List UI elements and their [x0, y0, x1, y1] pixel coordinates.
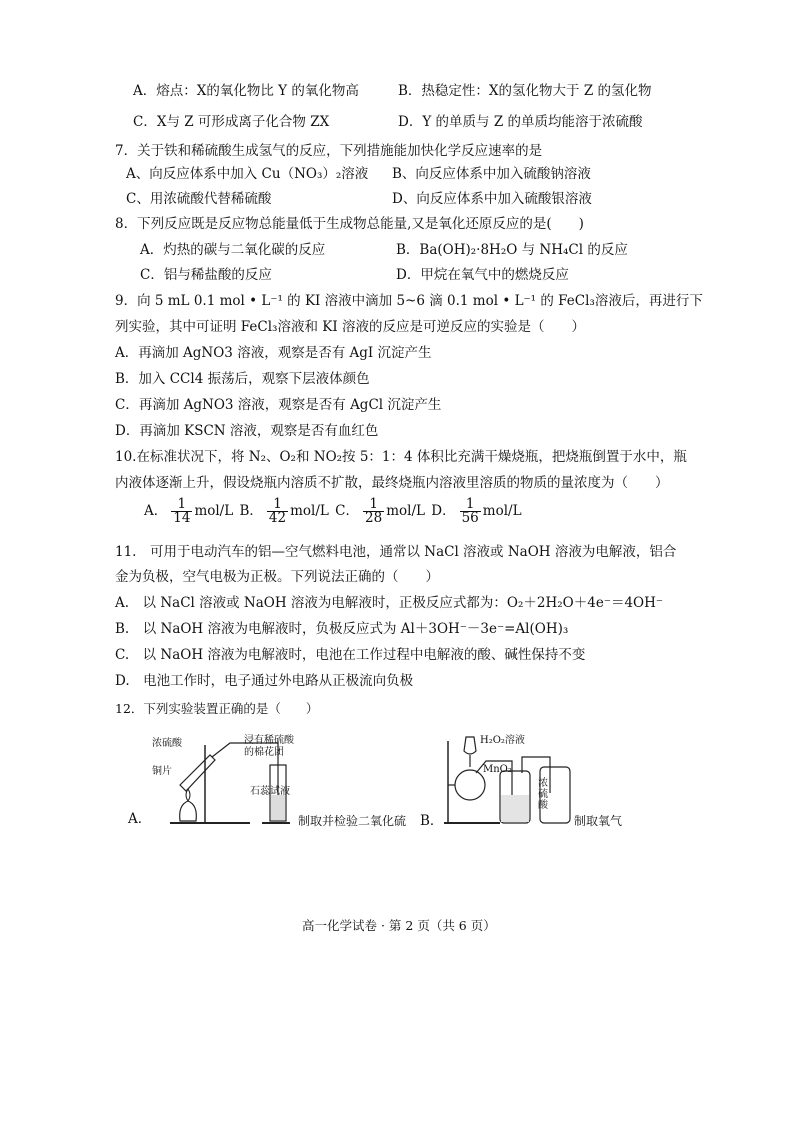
- fraction: $\frac{1}{14}$: [173, 496, 191, 526]
- q6-option-b: B．热稳定性：X的氢化物大于 Z 的氢化物: [398, 83, 652, 99]
- q8-option-b: B．Ba(OH)₂·8H₂O 与 NH₄Cl 的反应: [396, 242, 628, 258]
- tag-cotton-line1: 浸有稀硫酸: [244, 735, 294, 746]
- q11-stem-line1: 11. 可用于电动汽车的铝—空气燃料电池，通常以 NaCl 溶液或 NaOH 溶液为电解液，铝合: [115, 544, 677, 560]
- q7-stem: 7．关于铁和稀硫酸生成氢气的反应，下列措施能加快化学反应速率的是: [115, 143, 543, 159]
- litmus-solution: [271, 795, 285, 820]
- q9-option-b: B．加入 CCl4 振荡后，观察下层液体颜色: [115, 371, 370, 387]
- q9-stem-line1: 9．向 5 mL 0.1 mol • L⁻¹ 的 KI 溶液中滴加 5~6 滴 0.1 mol • L⁻¹ 的 FeCl₃溶液后，再进行下: [115, 293, 703, 309]
- q12-option-a-label: A．: [128, 811, 152, 827]
- q12-option-b-label: B．: [420, 813, 444, 829]
- q9-option-c: C．再滴加 AgNO3 溶液，观察是否有 AgCl 沉淀产生: [115, 397, 442, 413]
- q10-option-b: B． $\frac{1}{42}$ mol/L: [239, 496, 329, 526]
- tag-cotton-line2: 的棉花团: [244, 747, 284, 758]
- q10-option-c: C． $\frac{1}{28}$ mol/L: [335, 496, 425, 526]
- q6-option-a: A．熔点：X的氧化物比 Y 的氧化物高: [133, 83, 359, 99]
- tag-conc-line1: 浓: [538, 778, 548, 789]
- q10-stem-line1: 10.在标准状况下，将 N₂、O₂和 NO₂按 5：1：4 体积比充满干燥烧瓶，把烧瓶倒置于水中，瓶: [115, 449, 687, 465]
- q8-option-d: D．甲烷在氧气中的燃烧反应: [396, 267, 569, 283]
- q10-option-a: A． $\frac{1}{14}$ mol/L: [144, 496, 234, 526]
- q8-option-a: A．灼热的碳与二氧化碳的反应: [140, 242, 326, 258]
- q10-stem-line2: 内液体逐渐上升，假设烧瓶内溶质不扩散，最终烧瓶内溶液里溶质的物质的量浓度为（ ）: [115, 475, 669, 491]
- q11-option-c: C. 以 NaOH 溶液为电解液时，电池在工作过程中电解液的酸、碱性保持不变: [115, 647, 586, 663]
- flame: [186, 789, 190, 801]
- fraction: $\frac{1}{56}$: [461, 496, 479, 526]
- q12-apparatus-b-diagram: [440, 733, 575, 827]
- q11-option-d: D. 电池工作时，电子通过外电路从正极流向负极: [115, 673, 414, 689]
- q10-option-d: D． $\frac{1}{56}$ mol/L: [431, 496, 522, 526]
- separatory-funnel: [464, 737, 476, 754]
- tag-h2o2: H₂O₂溶液: [480, 735, 525, 746]
- q8-stem: 8．下列反应既是反应物总能量低于生成物总能量,又是氧化还原反应的是( ): [115, 216, 584, 232]
- tag-litmus: 石蕊试液: [250, 786, 290, 797]
- tag-copper-strip: 铜片: [152, 766, 172, 777]
- q11-option-b: B. 以 NaOH 溶液为电解液时，负极反应式为 Al＋3OH⁻－3e⁻=Al(OH)₃: [115, 621, 569, 637]
- q7-option-a: A、向反应体系中加入 Cu（NO₃）₂溶液: [126, 166, 369, 182]
- q12-option-b-caption: 制取氧气: [574, 814, 623, 828]
- tag-conc-line2: 硫: [538, 789, 548, 800]
- q6-option-c: C．X与 Z 可形成离子化合物 ZX: [133, 114, 330, 130]
- tag-conc-sulfuric-acid: 浓硫酸: [152, 738, 182, 749]
- q12-option-a-caption: 制取并检验二氧化硫: [298, 814, 407, 828]
- q11-option-a: A. 以 NaCl 溶液或 NaOH 溶液为电解液时，正极反应式都为：O₂＋2H₂O＋4e⁻＝4OH⁻: [115, 595, 663, 611]
- q8-option-c: C．铝与稀盐酸的反应: [140, 267, 272, 283]
- test-tube: [180, 755, 215, 791]
- conc-acid-liquid: [501, 795, 529, 822]
- alcohol-lamp: [180, 801, 197, 821]
- round-flask: [455, 770, 485, 800]
- fraction: $\frac{1}{42}$: [268, 496, 287, 526]
- q12-stem: 12．下列实验装置正确的是（ ）: [115, 701, 319, 716]
- fraction: $\frac{1}{28}$: [365, 496, 383, 526]
- q9-option-a: A．再滴加 AgNO3 溶液，观察是否有 AgI 沉淀产生: [115, 345, 432, 361]
- tag-mno2: MnO₂: [483, 764, 512, 775]
- q10-options: [144, 498, 522, 525]
- q9-stem-line2: 列实验，其中可证明 FeCl₃溶液和 KI 溶液的反应是可逆反应的实验是（ ）: [115, 319, 585, 335]
- q7-option-b: B、向反应体系中加入硫酸钠溶液: [392, 166, 591, 182]
- q7-option-d: D、向反应体系中加入硫酸银溶液: [392, 191, 592, 207]
- q6-option-d: D．Y 的单质与 Z 的单质均能溶于浓硫酸: [398, 114, 643, 130]
- q11-stem-line2: 金为负极，空气电极为正极。下列说法正确的（ ）: [115, 569, 439, 585]
- tag-conc-line3: 酸: [538, 800, 548, 811]
- q9-option-d: D．再滴加 KSCN 溶液，观察是否有血红色: [115, 423, 379, 439]
- q7-option-c: C、用浓硫酸代替稀硫酸: [126, 191, 272, 207]
- page-footer: 高一化学试卷 · 第 2 页（共 6 页）: [302, 918, 496, 933]
